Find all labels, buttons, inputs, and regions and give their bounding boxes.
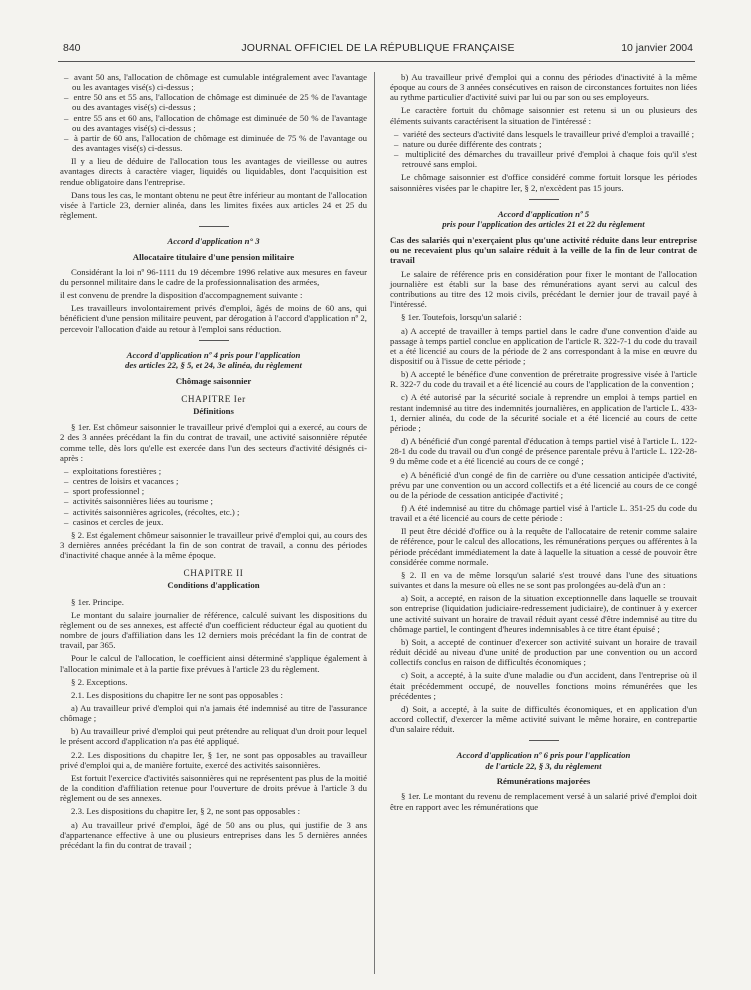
journal-title: JOURNAL OFFICIEL DE LA RÉPUBLIQUE FRANÇAISE: [241, 42, 515, 54]
paragraph: c) Soit, a accepté, à la suite d'une maladie ou d'un accident, dans l'entreprise où il était précédemment occupé, de nouvelles fonctions moins rémunérées que les précédentes ;: [390, 670, 697, 701]
accord-5-title-line-1: Accord d'application nº 5: [497, 208, 590, 219]
accord-5-title-line-2: pris pour l'application des articles 21 et 22 du règlement: [442, 219, 645, 230]
section-divider: [529, 199, 559, 200]
reduction-list: [60, 72, 367, 153]
accord-3-title: Accord d'application n° 3: [167, 236, 260, 247]
fortuitous-criteria-list: [390, 129, 697, 170]
paragraph: Est fortuit l'exercice d'activités saisonnières qui ne représentent pas plus de la moitié de la condition d'affiliation retenue pour l'ouverture de droits prévue à l'article 3 du règlement ou de ses annexes.: [60, 772, 367, 804]
issue-date: 10 janvier 2004: [621, 42, 693, 54]
page-number: 840: [63, 42, 81, 54]
accord-4-title: [60, 350, 367, 371]
paragraph: a) Soit, a accepté, en raison de la situation exceptionnelle dans laquelle se trouvait son entreprise (liquidation judiciaire-redressement judiciaire), de continuer à y exercer une activité suivant un horaire de travail réduit ayant cessé d'être indemnisé au titre du chômage partiel, le contingent d'heures indemnisables à ce titre étant épuisé ;: [390, 593, 697, 634]
paragraph: Considérant la loi nº 96-1111 du 19 décembre 1996 relative aux mesures en faveur du personnel militaire dans le cadre de la professionnalisation des armées,: [60, 266, 367, 287]
paragraph: il est convenu de prendre la disposition d'accompagnement suivante :: [60, 290, 303, 301]
paragraph: 2.2. Les dispositions du chapitre Ier, § 1er, ne sont pas opposables au travailleur privé d'emploi qui a, de manière fortuite, exercé des activités saisonnières.: [60, 749, 367, 770]
list-item: – nature ou durée différente des contrats ;: [390, 139, 697, 149]
paragraph: Il y a lieu de déduire de l'allocation tous les avantages de vieillesse ou autres avantages directs à caractère viager, liquidés ou liquidables, dont l'acquisition est rendue obligatoire dans l'entreprise.: [60, 156, 367, 187]
paragraph: a) Au travailleur privé d'emploi qui n'a jamais été indemnisé au titre de l'assurance chômage ;: [60, 703, 367, 724]
paragraph: e) A bénéficié d'un congé de fin de carrière ou d'une cessation anticipée d'activité, prévu par une convention ou un accord collectifs et a été licencié au cours de ce congé ou de la période de cessation anticipée d'activité ;: [390, 469, 697, 500]
paragraph: b) Au travailleur privé d'emploi qui peut prétendre au reliquat d'un droit pour lequel le présent accord d'application n'a pas été appliqué.: [60, 726, 367, 747]
column-separator: [374, 72, 375, 974]
paragraph: Le montant du salaire journalier de référence, calculé suivant les dispositions du règlement ou de ses annexes, est affecté d'un coefficient réducteur égal au quotient du nombre de jours d'affiliation dans les 12 derniers mois précédant la fin de contrat de travail, par 365.: [60, 609, 367, 651]
paragraph: c) A été autorisé par la sécurité sociale à reprendre un emploi à temps partiel en restant indemnisé au titre des indemnités journalières, en application de l'article L. 433-1, dernier alinéa, du code de la sécurité sociale et a été licencié au cours de cette période ;: [390, 392, 697, 433]
paragraph: Pour le calcul de l'allocation, le coefficient ainsi déterminé s'applique également à l'allocation minimale et à la partie fixe prévues à l'article 23 du règlement.: [60, 653, 367, 674]
list-item: – casinos et cercles de jeux.: [60, 517, 367, 527]
list-item: – sport professionnel ;: [60, 486, 367, 496]
paragraph: a) Au travailleur privé d'emploi, âgé de 50 ans ou plus, qui justifie de 3 ans d'appartenance effective à une ou plusieurs entreprises dans les 5 dernières années précédant la fin du contrat de travail ;: [60, 819, 367, 850]
paragraph: 2.1. Les dispositions du chapitre Ier ne sont pas opposables :: [71, 689, 283, 700]
section-divider: [199, 226, 229, 227]
list-item: – entre 50 ans et 55 ans, l'allocation de chômage est diminuée de 25 % de l'avantage ou des avantages visé(s) ci-dessus ;: [60, 92, 367, 112]
paragraph: Les travailleurs involontairement privés d'emploi, âgés de moins de 60 ans, qui bénéficient d'une pension militaire peuvent, par dérogation à l'accord d'application nº 2, percevoir l'allocation d'aide au retour à l'emploi sans réduction.: [60, 303, 367, 334]
section-divider: [199, 340, 229, 341]
list-item: – activités saisonnières liées au tourisme ;: [60, 496, 367, 506]
paragraph: Il peut être décidé d'office ou à la requête de l'allocataire de retenir comme salaire de référence, pour le calcul des allocations, les rémunérations perçues ou afférentes à la période précédant immédiatement la date à laquelle la situation a cessé de pouvoir être considérée comme normale.: [390, 526, 697, 567]
list-item: – activités saisonnières agricoles, (récoltes, etc.) ;: [60, 507, 367, 517]
accord-6-subtitle: Rémunérations majorées: [496, 776, 591, 787]
paragraph: § 2. Il en va de même lorsqu'un salarié s'est trouvé dans l'une des situations suivantes et dans la mesure où elles ne se sont pas prolongées au-delà d'un an :: [390, 569, 697, 591]
accord-6-title: [390, 750, 697, 771]
paragraph: Dans tous les cas, le montant obtenu ne peut être inférieur au montant de l'allocation visée à l'article 23, dernier alinéa, dans les limites fixées aux articles 24 et 25 du règlement.: [60, 189, 367, 221]
accord-4-subtitle: Chômage saisonnier: [175, 375, 252, 386]
accord-6-title-line-1: Accord d'application nº 6 pris pour l'application: [456, 750, 631, 761]
paragraph: Le caractère fortuit du chômage saisonnier est retenu si un ou plusieurs des éléments suivants caractérisent la situation de l'intéressé :: [390, 105, 697, 126]
paragraph: b) Soit, a accepté de continuer d'exercer son activité suivant un horaire de travail réduit décidé au niveau d'une unité de production par une convention ou un accord collectifs conclus en raison de difficultés économiques ;: [390, 636, 697, 668]
list-item: – multiplicité des démarches du travailleur privé d'emploi à chaque fois qu'il s'est retrouvé sans emploi.: [390, 149, 697, 169]
paragraph: § 1er. Est chômeur saisonnier le travailleur privé d'emploi qui a exercé, au cours de 2 des 3 années précédant la fin du contrat de travail, une activité saisonnière réputée comme telle, dès lors qu'elle est exercée dans l'un des secteurs d'activité désignés ci-après :: [60, 422, 367, 463]
list-item: – exploitations forestières ;: [60, 466, 367, 476]
paragraph: § 2. Exceptions.: [71, 676, 128, 687]
paragraph: § 1er. Le montant du revenu de remplacement versé à un salarié privé d'emploi doit être en rapport avec les rémunérations que: [390, 791, 697, 812]
section-divider: [529, 740, 559, 741]
paragraph: d) Soit, a accepté, à la suite de difficultés économiques, et en application d'un accord collectif, d'exercer la même activité suivant le même horaire, en contrepartie d'un salaire réduit.: [390, 703, 697, 735]
list-item: – à partir de 60 ans, l'allocation de chômage est diminuée de 75 % de l'avantage ou des avantages visé(s) ci-dessus.: [60, 133, 367, 153]
accord-4-title-line-1: Accord d'application nº 4 pris pour l'application: [126, 349, 301, 360]
list-item: – avant 50 ans, l'allocation de chômage est cumulable intégralement avec l'avantage ou les avantages visé(s) ci-dessus ;: [60, 72, 367, 92]
paragraph: Le salaire de référence pris en considération pour fixer le montant de l'allocation journalière est établi sur la base des rémunérations ayant servi au calcul des contributions au titre des 12 mois civils, précédant le dernier jour de travail payé à l'intéressé.: [390, 268, 697, 310]
paragraph: § 1er. Toutefois, lorsqu'un salarié :: [401, 312, 522, 323]
chapter-1-title: Définitions: [193, 406, 234, 417]
paragraph: 2.3. Les dispositions du chapitre Ier, § 2, ne sont pas opposables :: [71, 806, 301, 817]
accord-6-title-line-2: de l'article 22, § 3, du règlement: [485, 760, 602, 771]
chapter-2-title: Conditions d'application: [167, 580, 260, 591]
accord-5-title: [390, 209, 697, 230]
paragraph: Le chômage saisonnier est d'office considéré comme fortuit lorsque les périodes saisonnières visées par le chapitre Ier, § 2, n'excèdent pas 15 jours.: [390, 172, 697, 193]
accord-3-subtitle: Allocataire titulaire d'une pension militaire: [132, 251, 295, 262]
paragraph: d) A bénéficié d'un congé parental d'éducation à temps partiel visé à l'article L. 122-28-1 du code du travail ou d'un congé de présence parentale prévu à l'article L. 122-28-9 du même code et a été licencié au cours de ce congé ;: [390, 436, 697, 467]
accord-5-heading: Cas des salariés qui n'exerçaient plus qu'une activité réduite dans leur entreprise ou ne recevaient plus qu'un salaire réduit à la veille de la fin de leur contrat de travail: [390, 234, 697, 265]
paragraph: b) Au travailleur privé d'emploi qui a connu des périodes d'inactivité à la même époque au cours de 3 années consécutives en raison de circonstances fortuites non liées au rythme particulier d'activité suivi par lui ou par son ou ses employeurs.: [390, 72, 697, 103]
paragraph: § 2. Est également chômeur saisonnier le travailleur privé d'emploi qui, au cours des 3 dernières années précédant la fin de son contrat de travail, a connu des périodes d'inactivité chaque année à la même époque.: [60, 529, 367, 561]
paragraph: § 1er. Principe.: [71, 596, 124, 607]
left-column: [60, 72, 367, 853]
paragraph: a) A accepté de travailler à temps partiel dans le cadre d'une convention d'aide au passage à temps partiel conclue en application de l'article R. 322-7-1 du code du travail et a été licencié au cours de la période de 2 ans correspondant à la mise en œuvre du dispositif ou à l'issue de cette période ;: [390, 325, 697, 366]
chapter-1-heading: CHAPITRE Ier: [181, 393, 246, 404]
list-item: – entre 55 ans et 60 ans, l'allocation de chômage est diminuée de 50 % de l'avantage ou des avantages visé(s) ci-dessus ;: [60, 113, 367, 133]
chapter-2-heading: CHAPITRE II: [183, 568, 244, 579]
right-column: [390, 72, 697, 815]
paragraph: b) A accepté le bénéfice d'une convention de préretraite progressive visée à l'article R. 322-7 du code du travail et a été licencié au cours de l'application de la convention ;: [390, 369, 697, 390]
accord-4-title-line-2: des articles 22, § 5, et 24, 3e alinéa, du règlement: [125, 360, 302, 371]
list-item: – variété des secteurs d'activité dans lesquels le travailleur privé d'emploi a travaillé ;: [390, 129, 697, 139]
sector-list: [60, 466, 367, 527]
page-header: [63, 40, 693, 56]
list-item: – centres de loisirs et vacances ;: [60, 476, 367, 486]
paragraph: f) A été indemnisé au titre du chômage partiel visé à l'article L. 351-25 du code du travail et a été licencié au cours de cette période :: [390, 503, 697, 524]
header-rule: [58, 61, 695, 62]
